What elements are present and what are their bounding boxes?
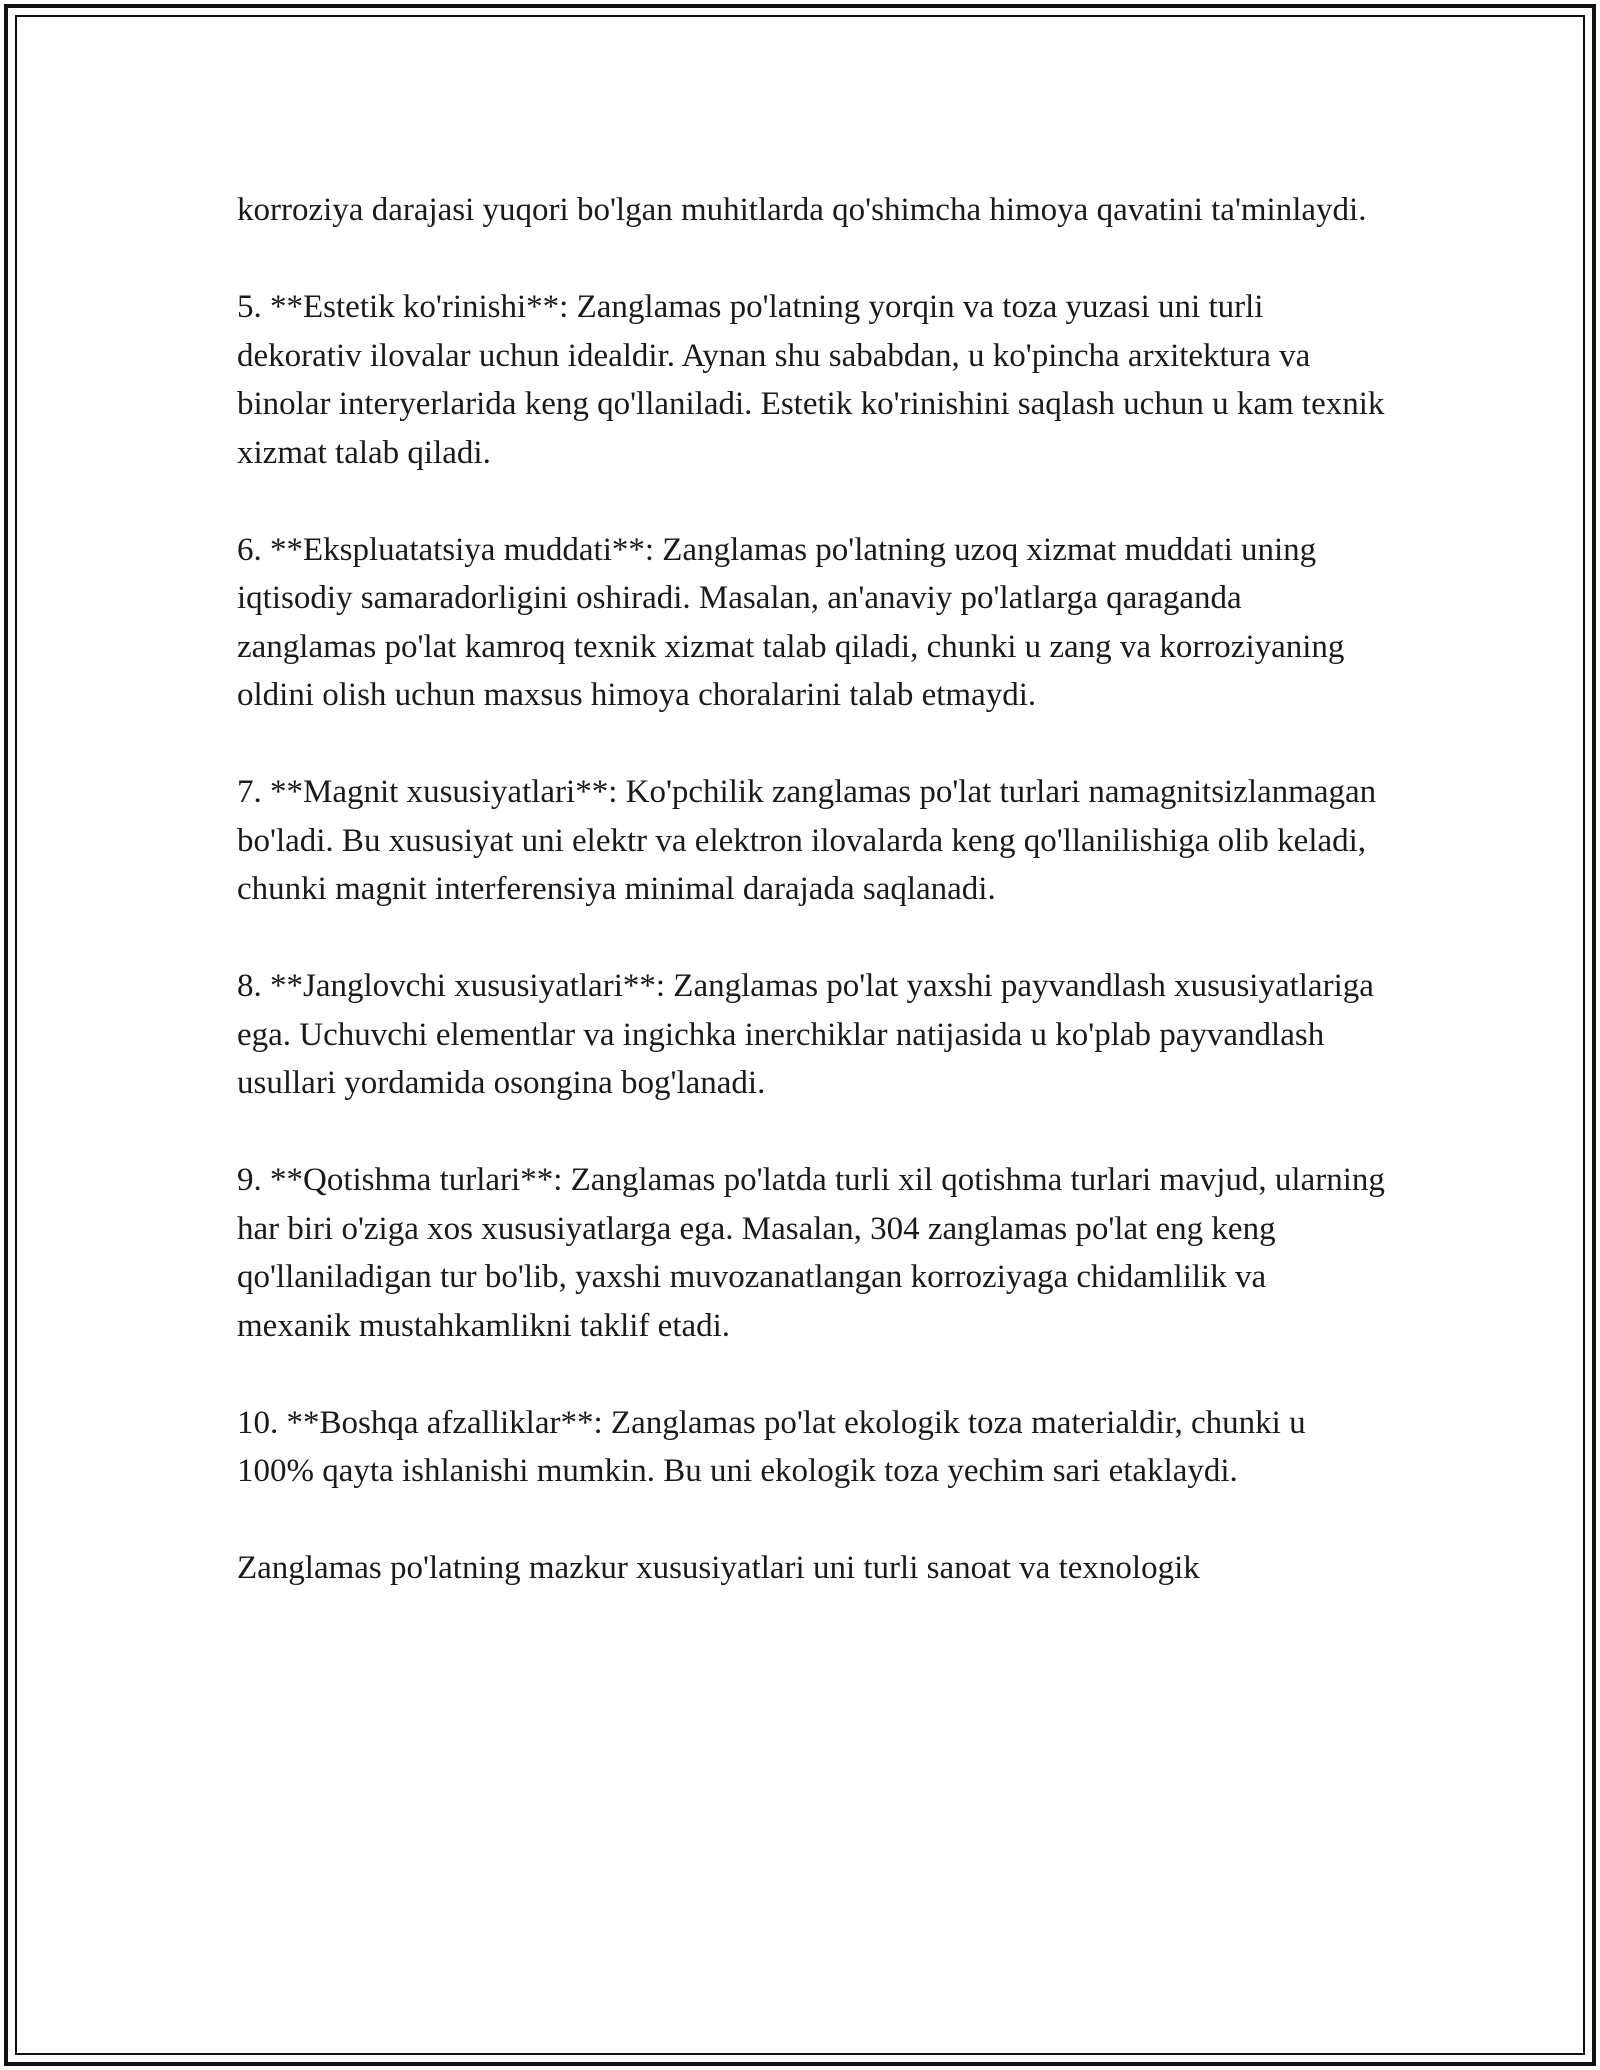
paragraph-conclusion: Zanglamas po'latning mazkur xususiyatlari uni turli sanoat va texnologik bbox=[237, 1550, 1200, 1586]
paragraph-item-5-estetik: 5. **Estetik ko'rinishi**: Zanglamas po'latning yorqin va toza yuzasi uni turli dekorativ ilovalar uchun idealdir. Aynan shu sababdan, u ko'pincha arxitektura va binolar interyerlarida keng qo'llaniladi. Estetik ko'rinishini saqlash uchun u kam texnik xizmat talab qiladi. bbox=[237, 289, 1385, 471]
paragraph-item-10-boshqa: 10. **Boshqa afzalliklar**: Zanglamas po'lat ekologik toza materialdir, chunki u 100% qayta ishlanishi mumkin. Bu uni ekologik toza yechim sari etaklaydi. bbox=[237, 1404, 1306, 1489]
paragraph-continuation: korroziya darajasi yuqori bo'lgan muhitlarda qo'shimcha himoya qavatini ta'minlaydi. bbox=[237, 192, 1367, 228]
document-body bbox=[237, 186, 1387, 1641]
paragraph-item-8-janglovchi: 8. **Janglovchi xususiyatlari**: Zanglamas po'lat yaxshi payvandlash xususiyatlariga ega. Uchuvchi elementlar va ingichka inerchiklar natijasida u ko'plab payvandlash usullari yordamida osongina bog'lanadi. bbox=[237, 968, 1374, 1101]
paragraph-item-7-magnit: 7. **Magnit xususiyatlari**: Ko'pchilik zanglamas po'lat turlari namagnitsizlanmagan bo'ladi. Bu xususiyat uni elektr va elektron ilovalarda keng qo'llanilishiga olib keladi, chunki magnit interferensiya minimal darajada saqlanadi. bbox=[237, 774, 1377, 907]
paragraph-item-9-qotishma: 9. **Qotishma turlari**: Zanglamas po'latda turli xil qotishma turlari mavjud, ularning har biri o'ziga xos xususiyatlarga ega. Masalan, 304 zanglamas po'lat eng keng qo'llaniladigan tur bo'lib, yaxshi muvozanatlangan korroziyaga chidamlilik va mexanik mustahkamlikni taklif etadi. bbox=[237, 1162, 1385, 1344]
paragraph-item-6-ekspluatatsiya: 6. **Ekspluatatsiya muddati**: Zanglamas po'latning uzoq xizmat muddati uning iqtisodiy samaradorligini oshiradi. Masalan, an'anaviy po'latlarga qaraganda zanglamas po'lat kamroq texnik xizmat talab qiladi, chunki u zang va korroziyaning oldini olish uchun maxsus himoya choralarini talab etmaydi. bbox=[237, 531, 1345, 713]
